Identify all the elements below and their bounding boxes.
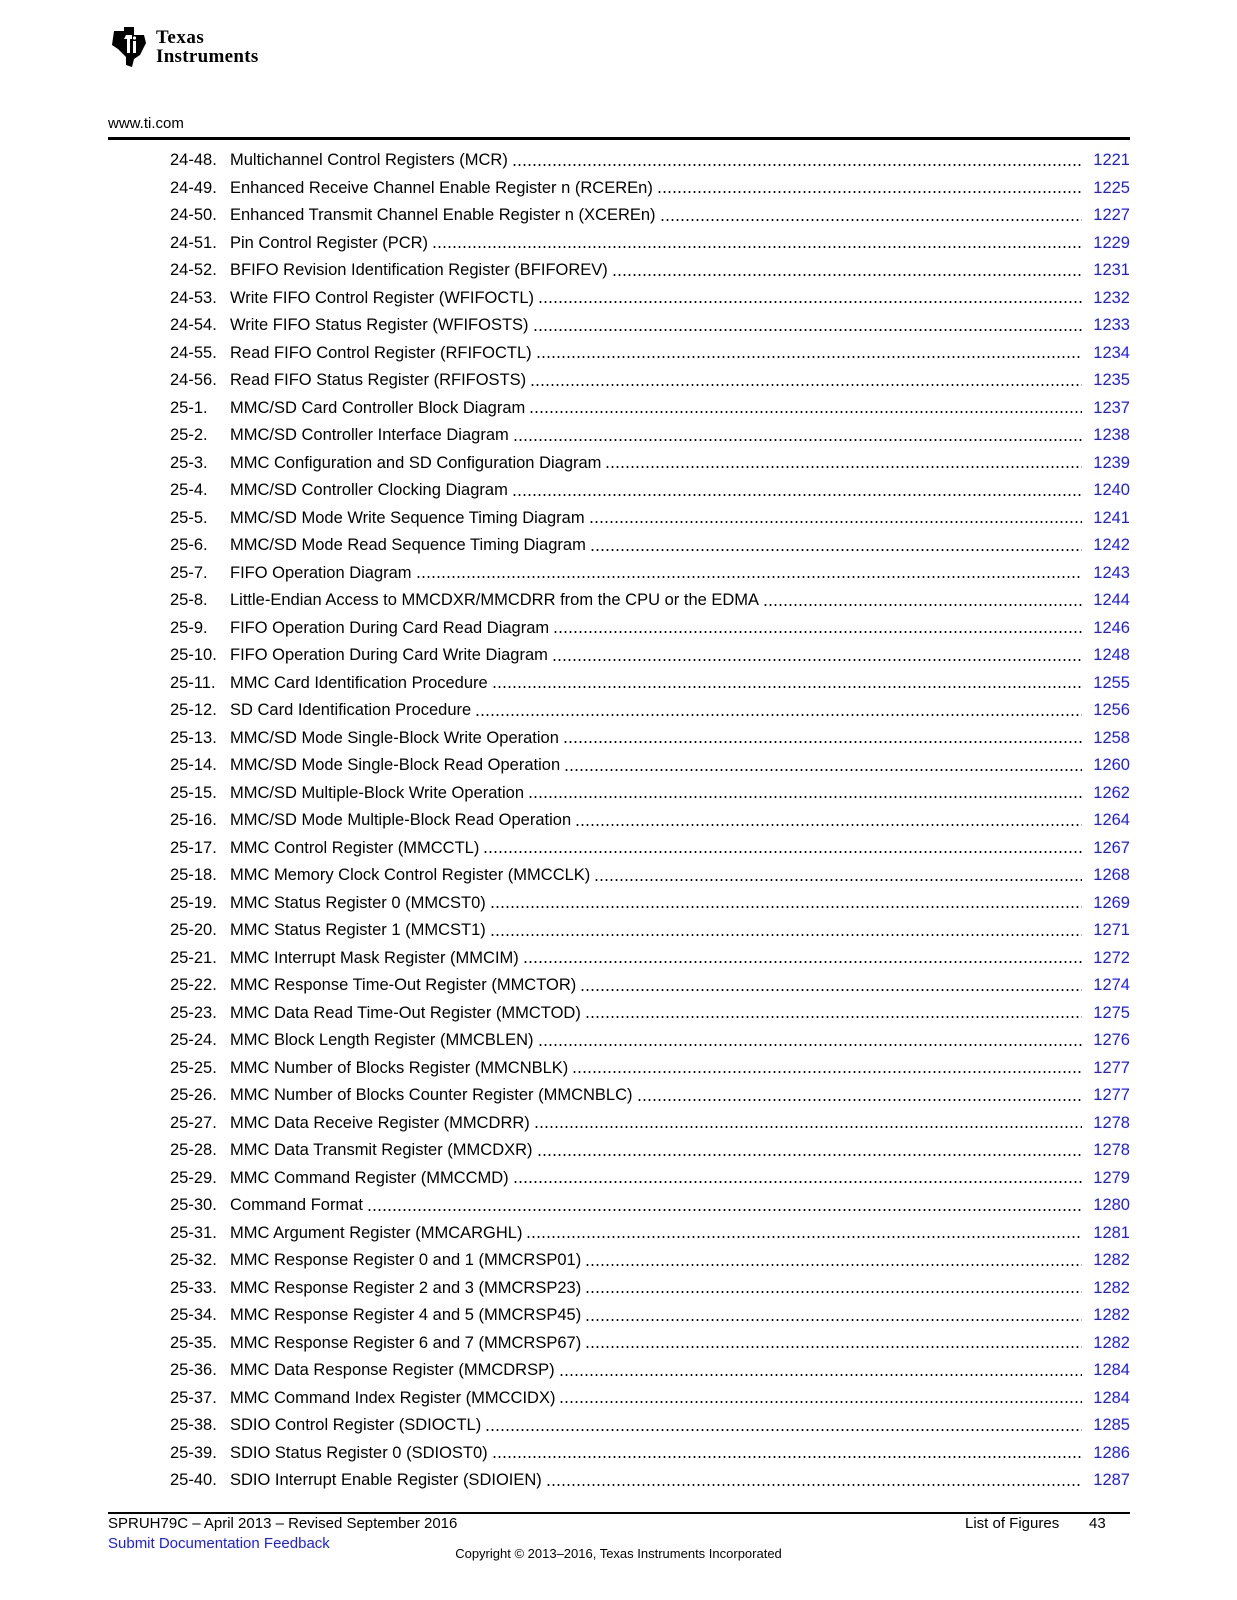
dot-leader — [585, 1346, 1082, 1348]
figure-title[interactable]: FIFO Operation During Card Write Diagram — [230, 646, 548, 664]
page-link[interactable]: 1243 — [1093, 563, 1130, 582]
page-link[interactable]: 1221 — [1093, 151, 1130, 169]
toc-entry[interactable] — [170, 285, 1130, 313]
figure-number: 25-29. — [170, 1168, 217, 1187]
page-link[interactable]: 1238 — [1093, 426, 1130, 444]
toc-entry[interactable] — [170, 450, 1130, 478]
figure-title[interactable]: Enhanced Transmit Channel Enable Register n (XCEREn) — [230, 206, 656, 224]
page-link[interactable]: 1227 — [1093, 206, 1130, 224]
page-link[interactable]: 1267 — [1093, 838, 1130, 857]
toc-entry[interactable] — [170, 202, 1130, 230]
page-link[interactable]: 1272 — [1093, 948, 1130, 967]
page-link[interactable]: 1280 — [1093, 1196, 1130, 1214]
toc-entry[interactable] — [170, 945, 1130, 973]
toc-entry[interactable] — [170, 1385, 1130, 1413]
figure-number: 25-22. — [170, 976, 217, 994]
page-link[interactable]: 1240 — [1093, 481, 1130, 499]
dot-leader — [533, 329, 1082, 331]
ti-logo — [110, 24, 259, 70]
page-link[interactable]: 1229 — [1093, 233, 1130, 252]
page-link[interactable]: 1277 — [1093, 1058, 1130, 1077]
figure-title[interactable]: MMC Data Response Register (MMCDRSP) — [230, 1361, 555, 1379]
figure-number: 25-8. — [170, 591, 208, 609]
page-link[interactable]: 1286 — [1093, 1443, 1130, 1462]
figure-title[interactable]: MMC/SD Controller Clocking Diagram — [230, 481, 508, 499]
page-link[interactable]: 1284 — [1093, 1388, 1130, 1407]
dot-leader — [492, 686, 1082, 688]
figure-title[interactable]: MMC Card Identification Procedure — [230, 673, 488, 692]
page-link[interactable]: 1237 — [1093, 398, 1130, 417]
figure-number: 24-53. — [170, 288, 217, 307]
dot-leader — [763, 604, 1082, 606]
dot-leader — [585, 1291, 1082, 1293]
dot-leader — [529, 411, 1082, 413]
toc-entry[interactable] — [170, 1027, 1130, 1055]
toc-entry[interactable] — [170, 1467, 1130, 1495]
figure-title[interactable]: MMC/SD Mode Single-Block Write Operation — [230, 728, 559, 747]
toc-entry[interactable] — [170, 1055, 1130, 1083]
toc-entry[interactable] — [170, 1000, 1130, 1028]
dot-leader — [572, 1071, 1082, 1073]
figure-number: 25-9. — [170, 618, 208, 637]
doc-revision-text: SPRUH79C – April 2013 – Revised September 2016 — [108, 1515, 458, 1532]
figure-title[interactable]: MMC Response Register 4 and 5 (MMCRSP45) — [230, 1306, 582, 1324]
figure-title[interactable]: Little-Endian Access to MMCDXR/MMCDRR from the CPU or the EDMA — [230, 591, 760, 609]
figure-title[interactable]: MMC Memory Clock Control Register (MMCCLK) — [230, 866, 591, 884]
dot-leader — [605, 466, 1082, 468]
figure-title[interactable]: FIFO Operation During Card Read Diagram — [230, 618, 550, 637]
figure-title[interactable]: Write FIFO Control Register (WFIFOCTL) — [230, 288, 535, 307]
toc-entry[interactable] — [170, 367, 1130, 395]
page-link[interactable]: 1260 — [1093, 756, 1130, 774]
dot-leader — [483, 851, 1082, 853]
dot-leader — [490, 934, 1082, 936]
page-link[interactable]: 1233 — [1093, 316, 1130, 334]
toc-entry[interactable] — [170, 670, 1130, 698]
dot-leader — [367, 1209, 1082, 1211]
figure-number: 24-51. — [170, 233, 217, 252]
figure-title[interactable]: MMC/SD Mode Write Sequence Timing Diagram — [230, 508, 585, 527]
toc-entry[interactable] — [170, 697, 1130, 725]
page-link[interactable]: 1281 — [1093, 1223, 1130, 1242]
figure-number: 25-19. — [170, 893, 217, 912]
figure-number: 25-31. — [170, 1223, 217, 1242]
page-link[interactable]: 1231 — [1093, 261, 1130, 279]
dot-leader — [575, 824, 1082, 826]
figure-number: 25-25. — [170, 1058, 217, 1077]
figure-number: 25-33. — [170, 1278, 217, 1297]
dot-leader — [530, 384, 1082, 386]
dot-leader — [485, 1429, 1082, 1431]
figure-title[interactable]: Read FIFO Control Register (RFIFOCTL) — [230, 343, 532, 362]
page-link[interactable]: 1282 — [1093, 1251, 1130, 1269]
toc-entry[interactable] — [170, 642, 1130, 670]
figure-number: 25-10. — [170, 646, 217, 664]
figure-number: 25-21. — [170, 948, 217, 967]
page-link[interactable]: 1248 — [1093, 646, 1130, 664]
dot-leader — [512, 494, 1082, 496]
figure-number: 25-5. — [170, 508, 208, 527]
footer-section-title: List of Figures — [965, 1515, 1060, 1532]
dot-leader — [492, 1456, 1082, 1458]
toc-entry[interactable] — [170, 1110, 1130, 1138]
page-link[interactable]: 1255 — [1093, 673, 1130, 692]
toc-entry[interactable] — [170, 1165, 1130, 1193]
page-link[interactable]: 1282 — [1093, 1306, 1130, 1324]
page-link[interactable]: 1275 — [1093, 1003, 1130, 1022]
figure-number: 25-36. — [170, 1361, 217, 1379]
figure-title[interactable]: MMC Response Register 6 and 7 (MMCRSP67) — [230, 1333, 582, 1352]
toc-entry[interactable] — [170, 1247, 1130, 1275]
figure-title[interactable]: MMC/SD Mode Read Sequence Timing Diagram — [230, 536, 586, 554]
figure-number: 25-32. — [170, 1251, 217, 1269]
dot-leader — [559, 1401, 1082, 1403]
figure-number: 25-18. — [170, 866, 217, 884]
figure-title[interactable]: MMC/SD Card Controller Block Diagram — [230, 398, 526, 417]
page-link[interactable]: 1244 — [1093, 591, 1130, 609]
toc-entry[interactable] — [170, 395, 1130, 423]
figure-title[interactable]: MMC Data Transmit Register (MMCDXR) — [230, 1141, 533, 1159]
figure-number: 25-12. — [170, 701, 217, 719]
figure-title[interactable]: SDIO Interrupt Enable Register (SDIOIEN) — [230, 1471, 542, 1489]
page-link[interactable]: 1271 — [1093, 921, 1130, 939]
figure-title[interactable]: Pin Control Register (PCR) — [230, 233, 429, 252]
page-link[interactable]: 1235 — [1093, 371, 1130, 389]
dot-leader — [589, 521, 1082, 523]
page-link[interactable]: 1262 — [1093, 783, 1130, 802]
figure-number: 25-17. — [170, 838, 217, 857]
figure-title[interactable]: MMC Response Time-Out Register (MMCTOR) — [230, 976, 577, 994]
figure-title[interactable]: MMC Command Register (MMCCMD) — [230, 1168, 509, 1187]
site-url[interactable]: www.ti.com — [108, 115, 184, 132]
dot-leader — [523, 961, 1082, 963]
dot-leader — [490, 906, 1082, 908]
figure-number: 24-54. — [170, 316, 217, 334]
page-link[interactable]: 1278 — [1093, 1141, 1130, 1159]
figure-number: 25-7. — [170, 563, 208, 582]
figure-title[interactable]: MMC/SD Controller Interface Diagram — [230, 426, 509, 444]
toc-entry[interactable] — [170, 780, 1130, 808]
figure-title[interactable]: MMC/SD Mode Multiple-Block Read Operation — [230, 811, 572, 829]
logo-line-1: Texas — [156, 27, 205, 48]
dot-leader — [590, 549, 1082, 551]
figure-title[interactable]: Multichannel Control Registers (MCR) — [230, 151, 508, 169]
page-link[interactable]: 1268 — [1093, 866, 1130, 884]
figure-number: 25-34. — [170, 1306, 217, 1324]
figure-title[interactable]: Read FIFO Status Register (RFIFOSTS) — [230, 371, 527, 389]
figure-title[interactable]: MMC Status Register 0 (MMCST0) — [230, 893, 486, 912]
figure-title[interactable]: SD Card Identification Procedure — [230, 701, 472, 719]
toc-entry[interactable] — [170, 835, 1130, 863]
figure-title[interactable]: SDIO Control Register (SDIOCTL) — [230, 1416, 482, 1434]
dot-leader — [563, 741, 1082, 743]
dot-leader — [559, 1374, 1082, 1376]
figure-title[interactable]: Write FIFO Status Register (WFIFOSTS) — [230, 316, 529, 334]
dot-leader — [585, 1319, 1082, 1321]
figure-number: 25-38. — [170, 1416, 217, 1434]
figure-title[interactable]: MMC/SD Multiple-Block Write Operation — [230, 783, 525, 802]
dot-leader — [553, 631, 1082, 633]
figure-title[interactable]: MMC Number of Blocks Counter Register (MMCNBLC) — [230, 1086, 633, 1104]
dot-leader — [475, 714, 1082, 716]
figure-number: 25-27. — [170, 1113, 217, 1132]
dot-leader — [526, 1236, 1082, 1238]
footer-page-number: 43 — [1089, 1515, 1106, 1532]
figure-number: 25-11. — [170, 673, 216, 692]
page-link[interactable]: 1256 — [1093, 701, 1130, 719]
dot-leader — [538, 301, 1082, 303]
page-link[interactable]: 1282 — [1093, 1333, 1130, 1352]
figure-title[interactable]: MMC Interrupt Mask Register (MMCIM) — [230, 948, 519, 967]
dot-leader — [657, 191, 1082, 193]
figure-number: 25-37. — [170, 1388, 217, 1407]
figure-title[interactable]: MMC Response Register 2 and 3 (MMCRSP23) — [230, 1278, 582, 1297]
figure-title[interactable]: SDIO Status Register 0 (SDIOST0) — [230, 1443, 488, 1462]
page-link[interactable]: 1274 — [1093, 976, 1130, 994]
toc-entry[interactable] — [170, 532, 1130, 560]
toc-entry[interactable] — [170, 312, 1130, 340]
figure-title[interactable]: BFIFO Revision Identification Register (BFIFOREV) — [230, 261, 608, 279]
page-link[interactable]: 1239 — [1093, 453, 1130, 472]
figure-number: 25-24. — [170, 1031, 217, 1049]
toc-entry[interactable] — [170, 560, 1130, 588]
figure-number: 24-52. — [170, 261, 217, 279]
toc-entry[interactable] — [170, 862, 1130, 890]
figure-number: 25-3. — [170, 453, 208, 472]
toc-entry[interactable] — [170, 477, 1130, 505]
page-link[interactable]: 1279 — [1093, 1168, 1130, 1187]
dot-leader — [528, 796, 1082, 798]
dot-leader — [537, 1154, 1082, 1156]
figure-number: 25-6. — [170, 536, 208, 554]
figure-title[interactable]: MMC Control Register (MMCCTL) — [230, 838, 480, 857]
dot-leader — [585, 1016, 1082, 1018]
dot-leader — [512, 164, 1082, 166]
submit-feedback-link[interactable]: Submit Documentation Feedback — [108, 1535, 330, 1552]
copyright-notice: Copyright © 2013–2016, Texas Instruments Incorporated — [455, 1546, 782, 1561]
page-link[interactable]: 1264 — [1093, 811, 1130, 829]
dot-leader — [513, 439, 1082, 441]
dot-leader — [585, 1264, 1082, 1266]
page-link[interactable]: 1258 — [1093, 728, 1130, 747]
figure-number: 25-4. — [170, 481, 208, 499]
figure-number: 25-1. — [170, 398, 208, 417]
figure-number: 25-39. — [170, 1443, 217, 1462]
figure-number: 25-28. — [170, 1141, 217, 1159]
page-link[interactable]: 1225 — [1093, 178, 1130, 197]
figure-number: 25-20. — [170, 921, 217, 939]
figure-number: 24-55. — [170, 343, 217, 362]
dot-leader — [552, 659, 1082, 661]
page-link[interactable]: 1277 — [1093, 1086, 1130, 1104]
page-link[interactable]: 1241 — [1093, 508, 1130, 527]
toc-entry[interactable] — [170, 340, 1130, 368]
toc-entry[interactable] — [170, 917, 1130, 945]
dot-leader — [660, 219, 1082, 221]
figure-number: 25-30. — [170, 1196, 217, 1214]
figure-number: 25-16. — [170, 811, 217, 829]
toc-entry[interactable] — [170, 1357, 1130, 1385]
toc-entry[interactable] — [170, 890, 1130, 918]
figure-number: 25-40. — [170, 1471, 217, 1489]
dot-leader — [416, 576, 1082, 578]
page-link[interactable]: 1269 — [1093, 893, 1130, 912]
toc-entry[interactable] — [170, 147, 1130, 175]
figure-title[interactable]: MMC Command Index Register (MMCCIDX) — [230, 1388, 556, 1407]
figure-number: 25-23. — [170, 1003, 217, 1022]
figure-title[interactable]: Enhanced Receive Channel Enable Register n (RCEREn) — [230, 178, 653, 197]
dot-leader — [546, 1484, 1082, 1486]
figure-number: 25-2. — [170, 426, 208, 444]
header-rule — [108, 137, 1130, 140]
logo-line-2: Instruments — [156, 46, 259, 67]
figure-number: 24-50. — [170, 206, 217, 224]
toc-entry[interactable] — [170, 1192, 1130, 1220]
toc-entry[interactable] — [170, 1082, 1130, 1110]
toc-entry[interactable] — [170, 230, 1130, 258]
figure-title[interactable]: FIFO Operation Diagram — [230, 563, 412, 582]
toc-entry[interactable] — [170, 1440, 1130, 1468]
dot-leader — [513, 1181, 1082, 1183]
toc-entry[interactable] — [170, 807, 1130, 835]
toc-entry[interactable] — [170, 752, 1130, 780]
toc-entry[interactable] — [170, 1412, 1130, 1440]
dot-leader — [580, 989, 1082, 991]
figure-number: 25-13. — [170, 728, 217, 747]
page-link[interactable]: 1282 — [1093, 1278, 1130, 1297]
dot-leader — [534, 1126, 1082, 1128]
toc-entry[interactable] — [170, 257, 1130, 285]
page-link[interactable]: 1246 — [1093, 618, 1130, 637]
dot-leader — [538, 1044, 1083, 1046]
figure-title[interactable]: MMC/SD Mode Single-Block Read Operation — [230, 756, 561, 774]
figure-title[interactable]: MMC Block Length Register (MMCBLEN) — [230, 1031, 534, 1049]
page-link[interactable]: 1278 — [1093, 1113, 1130, 1132]
ti-state-logo-icon — [110, 25, 150, 69]
figure-title[interactable]: MMC Number of Blocks Register (MMCNBLK) — [230, 1058, 569, 1077]
page-link[interactable]: 1242 — [1093, 536, 1130, 554]
figure-number: 25-15. — [170, 783, 217, 802]
toc-entry[interactable] — [170, 725, 1130, 753]
toc-entry[interactable] — [170, 505, 1130, 533]
dot-leader — [637, 1099, 1082, 1101]
figure-number: 25-26. — [170, 1086, 217, 1104]
page-link[interactable]: 1284 — [1093, 1361, 1130, 1379]
figure-title[interactable]: MMC Argument Register (MMCARGHL) — [230, 1223, 523, 1242]
toc-entry[interactable] — [170, 422, 1130, 450]
toc-entry[interactable] — [170, 1302, 1130, 1330]
toc-entry[interactable] — [170, 1220, 1130, 1248]
toc-entry[interactable] — [170, 1137, 1130, 1165]
toc-entry[interactable] — [170, 587, 1130, 615]
toc-entry[interactable] — [170, 1330, 1130, 1358]
figure-title[interactable]: MMC Data Receive Register (MMCDRR) — [230, 1113, 530, 1132]
toc-entry[interactable] — [170, 175, 1130, 203]
figure-title[interactable]: Command Format — [230, 1196, 363, 1214]
figure-number: 25-35. — [170, 1333, 217, 1352]
figure-number: 25-14. — [170, 756, 217, 774]
figure-title[interactable]: MMC Configuration and SD Configuration Diagram — [230, 453, 602, 472]
figure-title[interactable]: MMC Response Register 0 and 1 (MMCRSP01) — [230, 1251, 582, 1269]
page-link[interactable]: 1234 — [1093, 343, 1130, 362]
toc-entry[interactable] — [170, 615, 1130, 643]
page-link[interactable]: 1232 — [1093, 288, 1130, 307]
figure-number: 24-56. — [170, 371, 217, 389]
toc-entry[interactable] — [170, 1275, 1130, 1303]
page-link[interactable]: 1285 — [1093, 1416, 1130, 1434]
toc-entry[interactable] — [170, 972, 1130, 1000]
dot-leader — [594, 879, 1082, 881]
dot-leader — [536, 356, 1082, 358]
figure-title[interactable]: MMC Status Register 1 (MMCST1) — [230, 921, 486, 939]
dot-leader — [612, 274, 1082, 276]
figure-number: 24-48. — [170, 151, 217, 169]
dot-leader — [432, 246, 1082, 248]
figure-title[interactable]: MMC Data Read Time-Out Register (MMCTOD) — [230, 1003, 581, 1022]
figure-number: 24-49. — [170, 178, 217, 197]
dot-leader — [564, 769, 1082, 771]
page-link[interactable]: 1276 — [1093, 1031, 1130, 1049]
list-of-figures — [170, 147, 1130, 1495]
page-link[interactable]: 1287 — [1093, 1471, 1130, 1489]
